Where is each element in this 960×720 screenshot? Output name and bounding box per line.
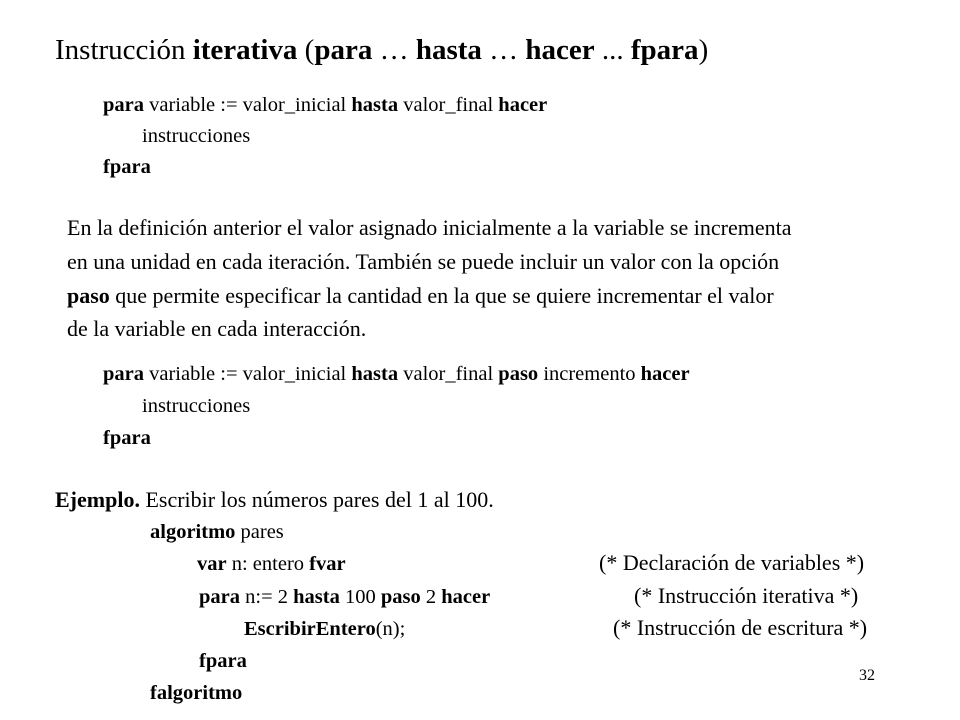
example-line1 <box>150 522 284 543</box>
code-text: (n); <box>375 618 406 640</box>
code-text: 100 <box>339 586 381 608</box>
title-text: … <box>372 34 416 66</box>
syntax2-line1 <box>103 364 690 385</box>
keyword: paso <box>498 363 539 385</box>
example-label: Ejemplo. <box>55 487 140 512</box>
keyword: para <box>103 94 144 116</box>
paragraph-line3 <box>67 285 774 307</box>
code-text: 2 <box>420 586 442 608</box>
code-text: valor_final <box>398 363 499 385</box>
syntax1-line2: instrucciones <box>142 125 251 147</box>
comment-escritura: (* Instrucción de escritura *) <box>613 615 868 640</box>
code-text: variable := valor_inicial <box>144 94 352 116</box>
title-keyword: hacer <box>525 34 595 66</box>
title-keyword: iterativa <box>192 34 298 66</box>
keyword: hacer <box>498 94 548 116</box>
page-number: 32 <box>859 667 875 684</box>
code-text: variable := valor_inicial <box>144 363 352 385</box>
example-line5: fpara <box>199 650 247 672</box>
paragraph-line4: de la variable en cada interacción. <box>67 316 367 341</box>
keyword: paso <box>380 586 421 608</box>
keyword: hasta <box>351 94 399 116</box>
slide-title <box>55 36 708 65</box>
keyword: para <box>199 586 240 608</box>
syntax2-line3: fpara <box>103 427 151 449</box>
title-text: Instrucción <box>55 34 193 66</box>
title-keyword: para <box>314 34 373 66</box>
keyword: fvar <box>309 553 346 575</box>
code-text: pares <box>235 521 284 543</box>
keyword: algoritmo <box>150 521 236 543</box>
title-keyword: fpara <box>630 34 699 66</box>
paragraph-text: que permite especificar la cantidad en la que se quiere incrementar el valor <box>109 283 774 308</box>
paragraph-line1: En la definición anterior el valor asignado inicialmente a la variable se incrementa <box>67 215 792 240</box>
code-text: valor_final <box>398 94 499 116</box>
keyword: paso <box>67 283 110 308</box>
syntax2-line2: instrucciones <box>142 395 251 417</box>
example-heading <box>55 489 494 511</box>
title-text: ( <box>297 34 315 66</box>
title-text: ... <box>594 34 631 66</box>
example-text: Escribir los números pares del 1 al 100. <box>139 487 494 512</box>
example-line3 <box>199 587 490 608</box>
keyword: hasta <box>293 586 340 608</box>
comment-declaracion: (* Declaración de variables *) <box>599 550 865 575</box>
code-text: n: entero <box>226 553 310 575</box>
syntax1-line3: fpara <box>103 156 151 178</box>
keyword: hacer <box>640 363 690 385</box>
paragraph-line2: en una unidad en cada iteración. También se puede incluir un valor con la opción <box>67 249 780 274</box>
example-line4 <box>244 619 405 640</box>
keyword: hacer <box>441 586 491 608</box>
keyword: para <box>103 363 144 385</box>
example-line2 <box>197 554 346 575</box>
title-text: ) <box>698 34 709 66</box>
title-keyword: hasta <box>415 34 482 66</box>
syntax1-line1 <box>103 95 547 116</box>
comment-iterativa: (* Instrucción iterativa *) <box>634 583 859 608</box>
keyword: var <box>197 553 227 575</box>
example-line6: falgoritmo <box>150 682 243 704</box>
title-text: … <box>481 34 526 66</box>
keyword: hasta <box>351 363 399 385</box>
code-text: incremento <box>538 363 641 385</box>
code-text: n:= 2 <box>240 586 294 608</box>
keyword: EscribirEntero <box>244 618 376 640</box>
